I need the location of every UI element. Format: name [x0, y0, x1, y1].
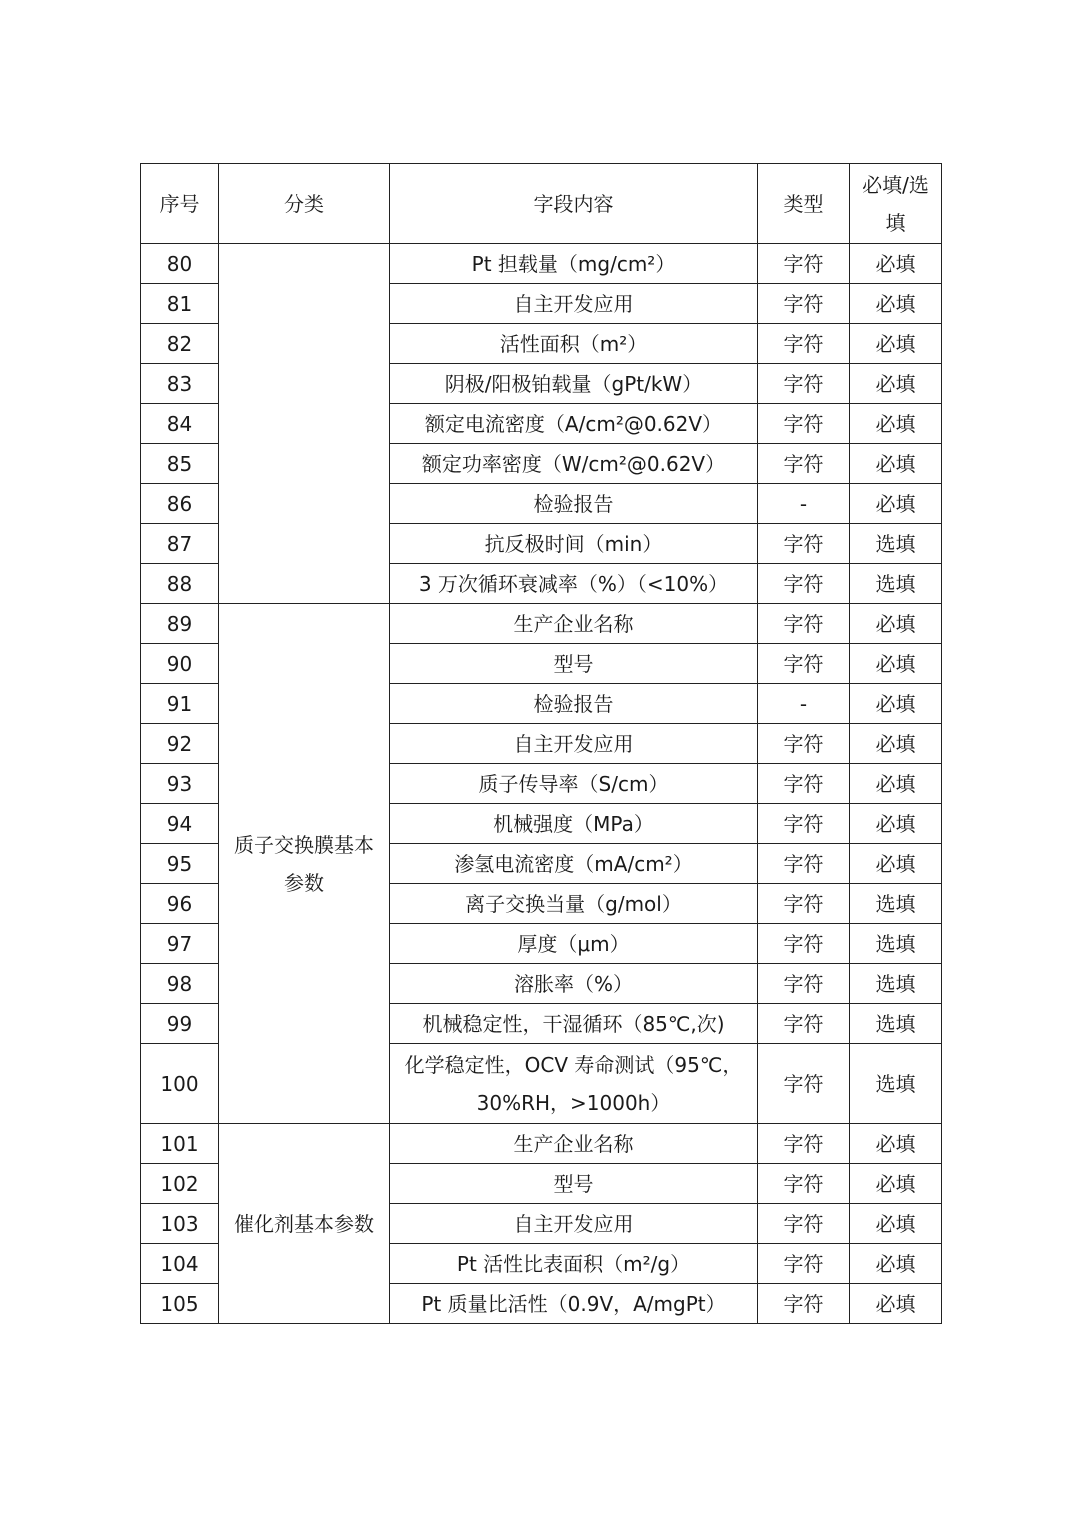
row-required: 选填 — [850, 1004, 942, 1044]
row-required: 必填 — [850, 724, 942, 764]
row-field: 检验报告 — [390, 484, 758, 524]
row-required: 必填 — [850, 404, 942, 444]
header-type: 类型 — [758, 164, 850, 244]
header-required: 必填/选填 — [850, 164, 942, 244]
row-field: 型号 — [390, 1164, 758, 1204]
row-field: 溶胀率（%） — [390, 964, 758, 1004]
table-row — [141, 1124, 942, 1164]
row-field: 机械稳定性，干湿循环（85℃,次) — [390, 1004, 758, 1044]
row-seq: 90 — [141, 644, 219, 684]
row-seq: 85 — [141, 444, 219, 484]
row-required: 必填 — [850, 804, 942, 844]
row-type: 字符 — [758, 444, 850, 484]
row-type: 字符 — [758, 924, 850, 964]
header-category: 分类 — [219, 164, 390, 244]
row-type: 字符 — [758, 364, 850, 404]
row-field: Pt 质量比活性（0.9V，A/mgPt） — [390, 1284, 758, 1324]
row-category: 催化剂基本参数 — [219, 1124, 390, 1324]
row-field: 质子传导率（S/cm） — [390, 764, 758, 804]
row-required: 必填 — [850, 764, 942, 804]
row-type: 字符 — [758, 724, 850, 764]
row-seq: 89 — [141, 604, 219, 644]
header-seq: 序号 — [141, 164, 219, 244]
row-type: 字符 — [758, 844, 850, 884]
row-required: 必填 — [850, 1284, 942, 1324]
row-seq: 84 — [141, 404, 219, 444]
row-seq: 91 — [141, 684, 219, 724]
table-row — [141, 244, 942, 284]
row-seq: 99 — [141, 1004, 219, 1044]
row-required: 必填 — [850, 484, 942, 524]
row-seq: 88 — [141, 564, 219, 604]
row-field: Pt 活性比表面积（m²/g） — [390, 1244, 758, 1284]
row-required: 必填 — [850, 644, 942, 684]
row-type: 字符 — [758, 1204, 850, 1244]
row-type: 字符 — [758, 404, 850, 444]
row-seq: 97 — [141, 924, 219, 964]
table-body — [141, 244, 942, 1324]
row-type: 字符 — [758, 244, 850, 284]
row-required: 必填 — [850, 684, 942, 724]
row-type: 字符 — [758, 804, 850, 844]
row-type: 字符 — [758, 1124, 850, 1164]
row-field: 额定功率密度（W/cm²@0.62V） — [390, 444, 758, 484]
row-seq: 94 — [141, 804, 219, 844]
parameter-table — [140, 163, 942, 1324]
row-seq: 98 — [141, 964, 219, 1004]
row-required: 必填 — [850, 604, 942, 644]
row-category — [219, 244, 390, 604]
row-field: 额定电流密度（A/cm²@0.62V） — [390, 404, 758, 444]
row-required: 选填 — [850, 524, 942, 564]
row-seq: 95 — [141, 844, 219, 884]
row-required: 必填 — [850, 1124, 942, 1164]
row-seq: 92 — [141, 724, 219, 764]
row-field: 生产企业名称 — [390, 604, 758, 644]
row-required: 必填 — [850, 244, 942, 284]
row-seq: 86 — [141, 484, 219, 524]
row-required: 选填 — [850, 1044, 942, 1124]
row-type: 字符 — [758, 644, 850, 684]
row-field: Pt 担载量（mg/cm²） — [390, 244, 758, 284]
row-seq: 101 — [141, 1124, 219, 1164]
row-type: 字符 — [758, 284, 850, 324]
row-type: 字符 — [758, 964, 850, 1004]
row-type: - — [758, 684, 850, 724]
row-field: 阴极/阳极铂载量（gPt/kW） — [390, 364, 758, 404]
row-seq: 87 — [141, 524, 219, 564]
row-seq: 93 — [141, 764, 219, 804]
row-field: 机械强度（MPa） — [390, 804, 758, 844]
row-type: 字符 — [758, 524, 850, 564]
row-category: 质子交换膜基本参数 — [219, 604, 390, 1124]
row-type: - — [758, 484, 850, 524]
row-field: 型号 — [390, 644, 758, 684]
row-field: 离子交换当量（g/mol） — [390, 884, 758, 924]
row-required: 必填 — [850, 324, 942, 364]
row-required: 必填 — [850, 1244, 942, 1284]
table-row — [141, 604, 942, 644]
row-type: 字符 — [758, 1004, 850, 1044]
row-required: 必填 — [850, 364, 942, 404]
row-field: 自主开发应用 — [390, 1204, 758, 1244]
row-seq: 96 — [141, 884, 219, 924]
row-required: 必填 — [850, 1164, 942, 1204]
row-type: 字符 — [758, 884, 850, 924]
row-field: 抗反极时间（min） — [390, 524, 758, 564]
row-seq: 104 — [141, 1244, 219, 1284]
row-type: 字符 — [758, 1044, 850, 1124]
row-seq: 83 — [141, 364, 219, 404]
row-field: 自主开发应用 — [390, 284, 758, 324]
row-type: 字符 — [758, 324, 850, 364]
table-header-row — [141, 164, 942, 244]
header-field: 字段内容 — [390, 164, 758, 244]
row-type: 字符 — [758, 1244, 850, 1284]
row-required: 选填 — [850, 884, 942, 924]
row-type: 字符 — [758, 1284, 850, 1324]
row-field: 3 万次循环衰减率（%）（<10%） — [390, 564, 758, 604]
row-required: 选填 — [850, 964, 942, 1004]
row-type: 字符 — [758, 1164, 850, 1204]
row-required: 必填 — [850, 284, 942, 324]
row-field: 自主开发应用 — [390, 724, 758, 764]
row-seq: 103 — [141, 1204, 219, 1244]
row-seq: 81 — [141, 284, 219, 324]
row-seq: 82 — [141, 324, 219, 364]
row-field: 化学稳定性，OCV 寿命测试（95℃，30%RH，>1000h） — [390, 1044, 758, 1124]
row-required: 选填 — [850, 924, 942, 964]
row-type: 字符 — [758, 604, 850, 644]
row-field: 生产企业名称 — [390, 1124, 758, 1164]
row-seq: 102 — [141, 1164, 219, 1204]
row-required: 选填 — [850, 564, 942, 604]
row-field: 厚度（μm） — [390, 924, 758, 964]
row-required: 必填 — [850, 1204, 942, 1244]
row-seq: 100 — [141, 1044, 219, 1124]
row-field: 检验报告 — [390, 684, 758, 724]
row-seq: 80 — [141, 244, 219, 284]
row-seq: 105 — [141, 1284, 219, 1324]
row-field: 活性面积（m²） — [390, 324, 758, 364]
row-field: 渗氢电流密度（mA/cm²） — [390, 844, 758, 884]
row-type: 字符 — [758, 764, 850, 804]
row-required: 必填 — [850, 444, 942, 484]
row-required: 必填 — [850, 844, 942, 884]
row-type: 字符 — [758, 564, 850, 604]
